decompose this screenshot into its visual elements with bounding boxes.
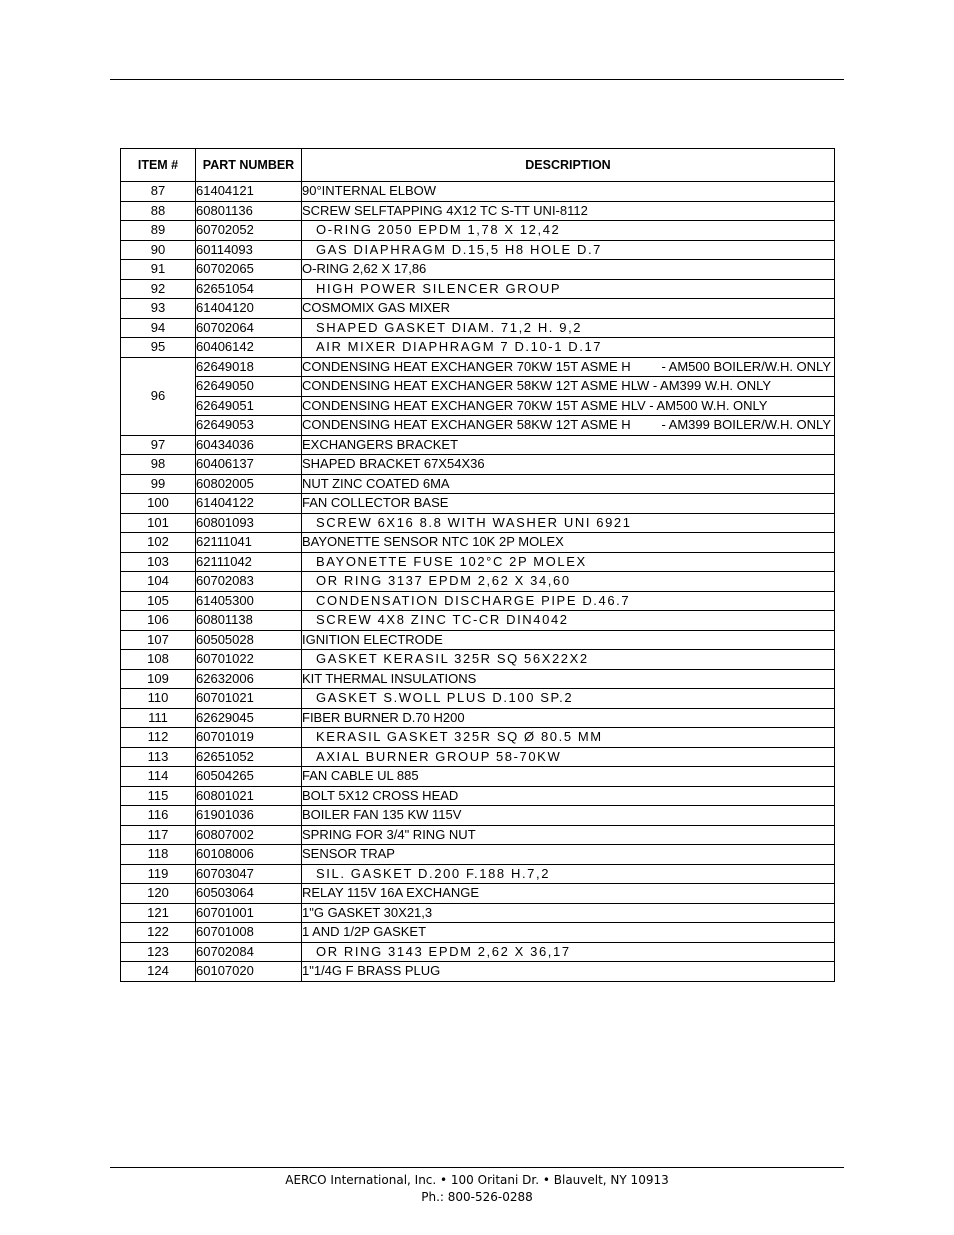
part-number: 61404120 — [196, 299, 302, 319]
part-number: 60701022 — [196, 650, 302, 670]
part-number: 60701008 — [196, 923, 302, 943]
item-number: 94 — [121, 318, 196, 338]
part-description — [302, 299, 835, 319]
part-description — [302, 240, 835, 260]
item-number: 105 — [121, 591, 196, 611]
item-number: 117 — [121, 825, 196, 845]
part-number: 62111042 — [196, 552, 302, 572]
description-text: HIGH POWER SILENCER GROUP — [316, 280, 562, 296]
description-text: AIR MIXER DIAPHRAGM 7 D.10-1 D.17 — [316, 339, 603, 355]
table-row — [121, 435, 835, 455]
part-description — [302, 611, 835, 631]
item-number: 99 — [121, 474, 196, 494]
item-number: 108 — [121, 650, 196, 670]
table-row — [121, 786, 835, 806]
description-text: SENSOR TRAP — [302, 846, 395, 862]
description-text: SCREW SELFTAPPING 4X12 TC S-TT UNI-8112 — [302, 202, 588, 218]
table-row — [121, 689, 835, 709]
part-description — [302, 747, 835, 767]
part-description — [302, 708, 835, 728]
part-number: 62629045 — [196, 708, 302, 728]
item-number: 96 — [121, 357, 196, 435]
part-number: 60702052 — [196, 221, 302, 241]
item-number: 114 — [121, 767, 196, 787]
part-description — [302, 689, 835, 709]
part-number: 60406137 — [196, 455, 302, 475]
item-number: 89 — [121, 221, 196, 241]
table-row — [121, 396, 835, 416]
part-number: 61901036 — [196, 806, 302, 826]
part-description — [302, 903, 835, 923]
table-row — [121, 513, 835, 533]
part-number: 60801138 — [196, 611, 302, 631]
description-text: COSMOMIX GAS MIXER — [302, 300, 451, 316]
description-text: CONDENSATION DISCHARGE PIPE D.46.7 — [316, 592, 631, 608]
description-text: FIBER BURNER D.70 H200 — [302, 709, 465, 725]
table-row — [121, 533, 835, 553]
table-row — [121, 240, 835, 260]
part-number: 60802005 — [196, 474, 302, 494]
description-text: SCREW 4X8 ZINC TC-CR DIN4042 — [316, 612, 569, 628]
part-description — [302, 552, 835, 572]
part-description — [302, 377, 835, 397]
item-number: 106 — [121, 611, 196, 631]
part-number: 60107020 — [196, 962, 302, 982]
part-number: 62111041 — [196, 533, 302, 553]
part-number: 60702084 — [196, 942, 302, 962]
description-note: - AM399 BOILER/W.H. ONLY — [661, 417, 831, 433]
table-row — [121, 942, 835, 962]
description-text: CONDENSING HEAT EXCHANGER 58KW 12T ASME HLW - AM399 W.H. ONLY — [302, 378, 772, 394]
item-number: 87 — [121, 182, 196, 202]
part-description — [302, 825, 835, 845]
part-number: 60505028 — [196, 630, 302, 650]
description-text: KIT THERMAL INSULATIONS — [302, 670, 477, 686]
part-description — [302, 806, 835, 826]
part-number: 60406142 — [196, 338, 302, 358]
part-description — [302, 338, 835, 358]
item-number: 110 — [121, 689, 196, 709]
footer-rule — [110, 1167, 844, 1168]
part-number: 60702083 — [196, 572, 302, 592]
description-text: SHAPED GASKET DIAM. 71,2 H. 9,2 — [316, 319, 583, 335]
table-row — [121, 708, 835, 728]
item-number: 93 — [121, 299, 196, 319]
table-row — [121, 728, 835, 748]
part-description — [302, 630, 835, 650]
table-row — [121, 962, 835, 982]
part-description — [302, 260, 835, 280]
table-row — [121, 884, 835, 904]
table-row — [121, 299, 835, 319]
description-text: BAYONETTE FUSE 102°C 2P MOLEX — [316, 553, 587, 569]
item-number: 100 — [121, 494, 196, 514]
part-number: 62649053 — [196, 416, 302, 436]
part-description — [302, 221, 835, 241]
part-description — [302, 864, 835, 884]
item-number: 124 — [121, 962, 196, 982]
description-text: EXCHANGERS BRACKET — [302, 436, 459, 452]
description-text: 1 AND 1/2P GASKET — [302, 924, 427, 940]
table-row — [121, 767, 835, 787]
description-text: OR RING 3143 EPDM 2,62 X 36,17 — [316, 943, 571, 959]
part-description — [302, 923, 835, 943]
part-number: 60701019 — [196, 728, 302, 748]
table-row — [121, 416, 835, 436]
part-description — [302, 494, 835, 514]
part-description — [302, 591, 835, 611]
description-text: GAS DIAPHRAGM D.15,5 H8 HOLE D.7 — [316, 241, 602, 257]
table-row — [121, 455, 835, 475]
table-row — [121, 318, 835, 338]
part-description — [302, 396, 835, 416]
part-number: 61404122 — [196, 494, 302, 514]
description-text: CONDENSING HEAT EXCHANGER 58KW 12T ASME H — [302, 417, 631, 433]
description-text: KERASIL GASKET 325R SQ Ø 80.5 MM — [316, 729, 603, 745]
description-text: GASKET KERASIL 325R SQ 56X22X2 — [316, 651, 589, 667]
item-number: 121 — [121, 903, 196, 923]
item-number: 103 — [121, 552, 196, 572]
table-row — [121, 864, 835, 884]
table-row — [121, 552, 835, 572]
part-number: 60702065 — [196, 260, 302, 280]
header-description: DESCRIPTION — [302, 149, 835, 182]
description-note: - AM500 BOILER/W.H. ONLY — [661, 358, 831, 374]
part-number: 62632006 — [196, 669, 302, 689]
part-description — [302, 533, 835, 553]
part-number: 60701021 — [196, 689, 302, 709]
part-number: 62649050 — [196, 377, 302, 397]
part-description — [302, 669, 835, 689]
footer-phone: Ph.: 800-526-0288 — [421, 1190, 533, 1204]
part-description — [302, 318, 835, 338]
part-number: 60504265 — [196, 767, 302, 787]
part-number: 62649018 — [196, 357, 302, 377]
part-number: 60807002 — [196, 825, 302, 845]
description-text: 90°INTERNAL ELBOW — [302, 183, 437, 199]
description-text: SCREW 6X16 8.8 WITH WASHER UNI 6921 — [316, 514, 632, 530]
header-part-number: PART NUMBER — [196, 149, 302, 182]
item-number: 104 — [121, 572, 196, 592]
part-description — [302, 435, 835, 455]
part-number: 62651054 — [196, 279, 302, 299]
description-text: SHAPED BRACKET 67X54X36 — [302, 456, 485, 472]
table-row — [121, 747, 835, 767]
part-number: 60701001 — [196, 903, 302, 923]
item-number: 122 — [121, 923, 196, 943]
part-description — [302, 182, 835, 202]
item-number: 111 — [121, 708, 196, 728]
description-text: BOILER FAN 135 KW 115V — [302, 807, 462, 823]
table-row — [121, 825, 835, 845]
table-row — [121, 630, 835, 650]
item-number: 95 — [121, 338, 196, 358]
table-row — [121, 806, 835, 826]
table-row — [121, 650, 835, 670]
table-row — [121, 669, 835, 689]
table-row — [121, 279, 835, 299]
part-number: 60703047 — [196, 864, 302, 884]
description-text: OR RING 3137 EPDM 2,62 X 34,60 — [316, 573, 571, 589]
table-row — [121, 377, 835, 397]
part-description — [302, 786, 835, 806]
part-number: 61405300 — [196, 591, 302, 611]
part-description — [302, 650, 835, 670]
item-number: 90 — [121, 240, 196, 260]
table-row — [121, 591, 835, 611]
item-number: 98 — [121, 455, 196, 475]
part-description — [302, 728, 835, 748]
item-number: 113 — [121, 747, 196, 767]
part-number: 60503064 — [196, 884, 302, 904]
description-text: CONDENSING HEAT EXCHANGER 70KW 15T ASME HLV - AM500 W.H. ONLY — [302, 397, 768, 413]
description-text: FAN CABLE UL 885 — [302, 768, 419, 784]
description-text: SPRING FOR 3/4" RING NUT — [302, 826, 476, 842]
parts-table — [120, 148, 835, 982]
item-number: 88 — [121, 201, 196, 221]
part-number: 60434036 — [196, 435, 302, 455]
part-description — [302, 845, 835, 865]
part-description — [302, 279, 835, 299]
part-number: 60801136 — [196, 201, 302, 221]
item-number: 101 — [121, 513, 196, 533]
table-header-row — [121, 149, 835, 182]
item-number: 123 — [121, 942, 196, 962]
part-number: 62649051 — [196, 396, 302, 416]
description-text: 1"1/4G F BRASS PLUG — [302, 963, 441, 979]
table-row — [121, 572, 835, 592]
item-number: 118 — [121, 845, 196, 865]
part-number: 60801021 — [196, 786, 302, 806]
table-row — [121, 474, 835, 494]
part-description — [302, 942, 835, 962]
part-description — [302, 572, 835, 592]
item-number: 116 — [121, 806, 196, 826]
part-description — [302, 416, 835, 436]
description-text: AXIAL BURNER GROUP 58-70KW — [316, 748, 562, 764]
description-text: CONDENSING HEAT EXCHANGER 70KW 15T ASME H — [302, 358, 631, 374]
description-text: SIL. GASKET D.200 F.188 H.7,2 — [316, 865, 551, 881]
table-row — [121, 338, 835, 358]
part-description — [302, 474, 835, 494]
table-row — [121, 182, 835, 202]
item-number: 91 — [121, 260, 196, 280]
part-number: 62651052 — [196, 747, 302, 767]
item-number: 109 — [121, 669, 196, 689]
table-row — [121, 611, 835, 631]
item-number: 112 — [121, 728, 196, 748]
table-row — [121, 260, 835, 280]
description-text: RELAY 115V 16A EXCHANGE — [302, 885, 480, 901]
table-row — [121, 903, 835, 923]
part-description — [302, 962, 835, 982]
item-number: 102 — [121, 533, 196, 553]
item-number: 107 — [121, 630, 196, 650]
item-number: 115 — [121, 786, 196, 806]
table-row — [121, 201, 835, 221]
part-description — [302, 357, 835, 377]
header-item: ITEM # — [121, 149, 196, 182]
description-text: FAN COLLECTOR BASE — [302, 495, 449, 511]
description-text: 1"G GASKET 30X21,3 — [302, 904, 433, 920]
item-number: 120 — [121, 884, 196, 904]
description-text: O-RING 2050 EPDM 1,78 X 12,42 — [316, 222, 561, 238]
part-description — [302, 455, 835, 475]
part-number: 60702064 — [196, 318, 302, 338]
description-text: NUT ZINC COATED 6MA — [302, 475, 450, 491]
part-description — [302, 767, 835, 787]
description-text: BAYONETTE SENSOR NTC 10K 2P MOLEX — [302, 534, 564, 550]
item-number: 92 — [121, 279, 196, 299]
footer-address: AERCO International, Inc. • 100 Oritani Dr. • Blauvelt, NY 10913 — [285, 1173, 669, 1187]
part-number: 60114093 — [196, 240, 302, 260]
part-number: 60108006 — [196, 845, 302, 865]
part-number: 61404121 — [196, 182, 302, 202]
header-rule — [110, 79, 844, 80]
table-row — [121, 494, 835, 514]
table-row — [121, 221, 835, 241]
table-row — [121, 923, 835, 943]
part-description — [302, 884, 835, 904]
parts-table-body — [121, 182, 835, 982]
part-description — [302, 201, 835, 221]
part-description — [302, 513, 835, 533]
description-text: BOLT 5X12 CROSS HEAD — [302, 787, 459, 803]
description-text: O-RING 2,62 X 17,86 — [302, 261, 427, 277]
item-number: 97 — [121, 435, 196, 455]
description-text: IGNITION ELECTRODE — [302, 631, 443, 647]
part-number: 60801093 — [196, 513, 302, 533]
table-row — [121, 845, 835, 865]
item-number: 119 — [121, 864, 196, 884]
description-text: GASKET S.WOLL PLUS D.100 SP.2 — [316, 690, 574, 706]
table-row — [121, 357, 835, 377]
